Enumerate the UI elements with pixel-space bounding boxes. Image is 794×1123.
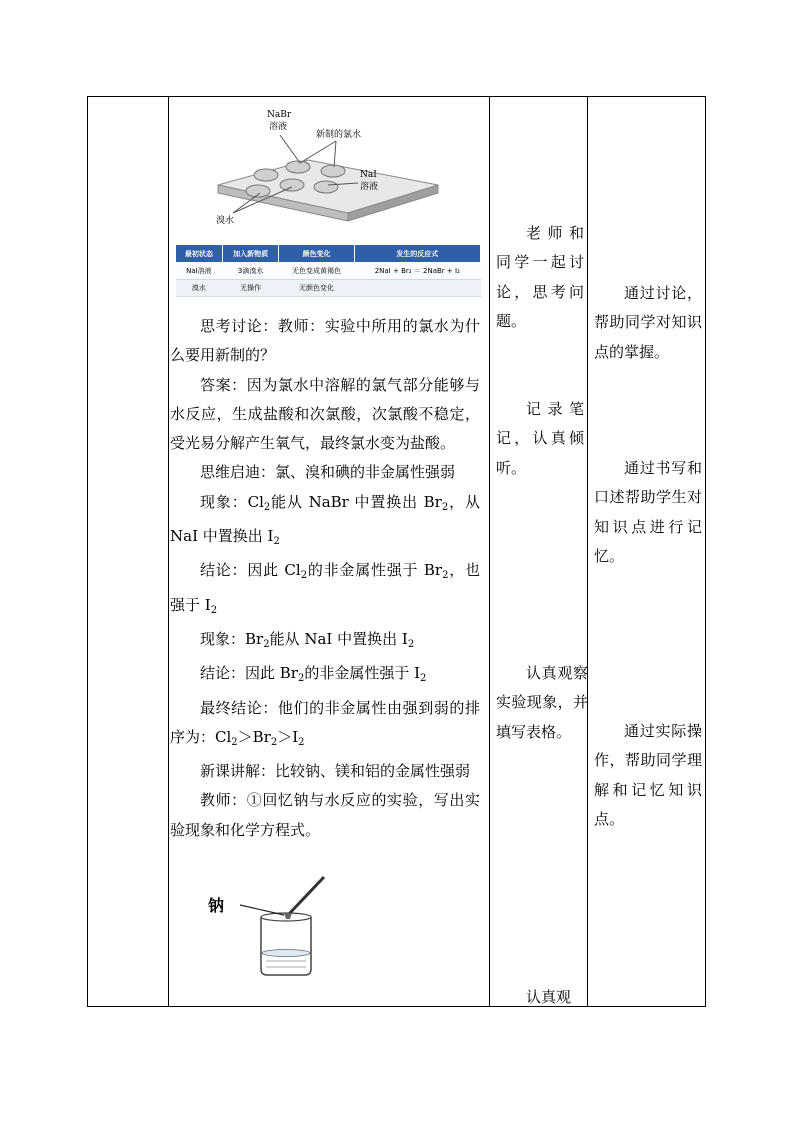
label-fresh-chlorine: 新制的氯水 — [316, 130, 362, 140]
spot-plate-figure — [188, 105, 488, 243]
student-activity-4: 认真观 — [526, 988, 572, 1006]
text-run: 最终结论：他们的非金属性由强到弱的排序为：Cl — [170, 698, 480, 746]
design-intent-3: 通过实际操作，帮助同学理解和记忆知识点。 — [594, 722, 702, 828]
conclusion-1 — [170, 556, 480, 625]
result-cell: 3滴溴水 — [222, 263, 279, 280]
column-divider — [587, 97, 588, 1006]
student-activity — [496, 395, 584, 483]
text-run: 结论：因此 Br — [200, 664, 298, 683]
text-run: 的非金属性强于 Br — [307, 561, 443, 580]
design-intent-2: 通过书写和口述帮助学生对知识点进行记忆。 — [594, 459, 702, 565]
phenomenon-2 — [170, 625, 480, 659]
subscript: 2 — [300, 570, 308, 582]
text-run: 能从 NaBr 中置换出 Br — [270, 492, 442, 511]
subscript: 2 — [231, 736, 238, 748]
design-intent-1: 通过讨论，帮助同学对知识点的掌握。 — [594, 284, 702, 361]
design-intent — [594, 717, 702, 834]
subscript: 2 — [442, 570, 449, 582]
phenomenon-1 — [170, 488, 480, 557]
label-sodium: 钠 — [208, 896, 225, 915]
subscript: 2 — [273, 536, 280, 548]
student-activity — [496, 659, 588, 747]
subscript: 2 — [263, 501, 271, 513]
label-nabr: NaBr — [267, 110, 292, 120]
text-run: 的非金属性强于 I — [304, 664, 421, 683]
result-header: 发生的反应式 — [354, 245, 480, 263]
column-divider — [489, 97, 490, 1006]
result-cell: 溴水 — [176, 280, 223, 297]
result-cell: 无操作 — [222, 280, 279, 297]
final-conclusion — [170, 694, 480, 758]
result-table — [175, 244, 481, 297]
result-cell: 无色变成黄褐色 — [279, 263, 354, 280]
result-header: 最初状态 — [176, 245, 223, 263]
design-intent — [594, 279, 702, 367]
teacher-text: 教师：①回忆钠与水反应的实验，写出实验现象和化学方程式。 — [170, 791, 480, 839]
student-activity-2: 记录笔记，认真倾听。 — [496, 400, 584, 477]
thinking-text: 思维启迪：氯、溴和碘的非金属性强弱 — [200, 463, 456, 482]
student-activity — [496, 219, 584, 336]
result-cell: 2NaI + Br₂ ＝ 2NaBr + I₂ — [354, 263, 480, 280]
design-intent — [594, 454, 702, 571]
text-run: ＞I — [277, 727, 299, 746]
conclusion-2 — [170, 659, 480, 693]
text-run: ＞Br — [237, 727, 271, 746]
subscript: 2 — [270, 736, 278, 748]
result-header: 加入新物质 — [222, 245, 279, 263]
text-run: ，也强于 I — [170, 561, 480, 614]
student-activity-3: 认真观察实验现象，并填写表格。 — [496, 664, 588, 741]
subscript: 2 — [420, 673, 427, 685]
text-run: 现象：Cl — [200, 492, 264, 511]
subscript: 2 — [441, 501, 449, 513]
label-nabr-solution: 溶液 — [269, 122, 288, 132]
student-activity — [496, 983, 584, 1012]
text-run: 结论：因此 Cl — [200, 561, 301, 580]
answer-text: 答案：因为氯水中溶解的氯气部分能够与水反应，生成盐酸和次氯酸，次氯酸不稳定，受光易分解产生氧气，最终氯水变为盐酸。 — [170, 375, 480, 453]
lesson-content — [170, 312, 480, 845]
result-cell: NaI溶液 — [176, 263, 223, 280]
label-nai-solution: 溶液 — [360, 182, 379, 192]
subscript: 2 — [297, 673, 305, 685]
subscript: 2 — [298, 736, 305, 748]
question-text: 思考讨论：教师：实验中所用的氯水为什么要用新制的？ — [170, 317, 480, 365]
text-run: ，从 NaI 中置换出 I — [170, 492, 480, 546]
beaker-sodium-figure — [206, 869, 326, 979]
subscript: 2 — [210, 604, 218, 616]
result-cell: 无颜色变化 — [279, 280, 354, 297]
label-nai: NaI — [360, 170, 377, 180]
subscript: 2 — [263, 638, 270, 650]
table-row — [176, 263, 481, 280]
result-header: 颜色变化 — [279, 245, 354, 263]
table-row — [176, 280, 481, 297]
subscript: 2 — [407, 638, 415, 650]
result-cell — [354, 280, 480, 297]
label-bromine-water: 溴水 — [216, 216, 235, 226]
new-lesson-text: 新课讲解：比较钠、镁和铝的金属性强弱 — [200, 762, 471, 781]
text-run: 现象：Br — [200, 629, 264, 648]
student-activity-1: 老师和同学一起讨论，思考问题。 — [496, 224, 584, 330]
lesson-table — [87, 96, 706, 1007]
column-divider — [168, 97, 169, 1006]
text-run: 能从 NaI 中置换出 I — [269, 629, 408, 648]
